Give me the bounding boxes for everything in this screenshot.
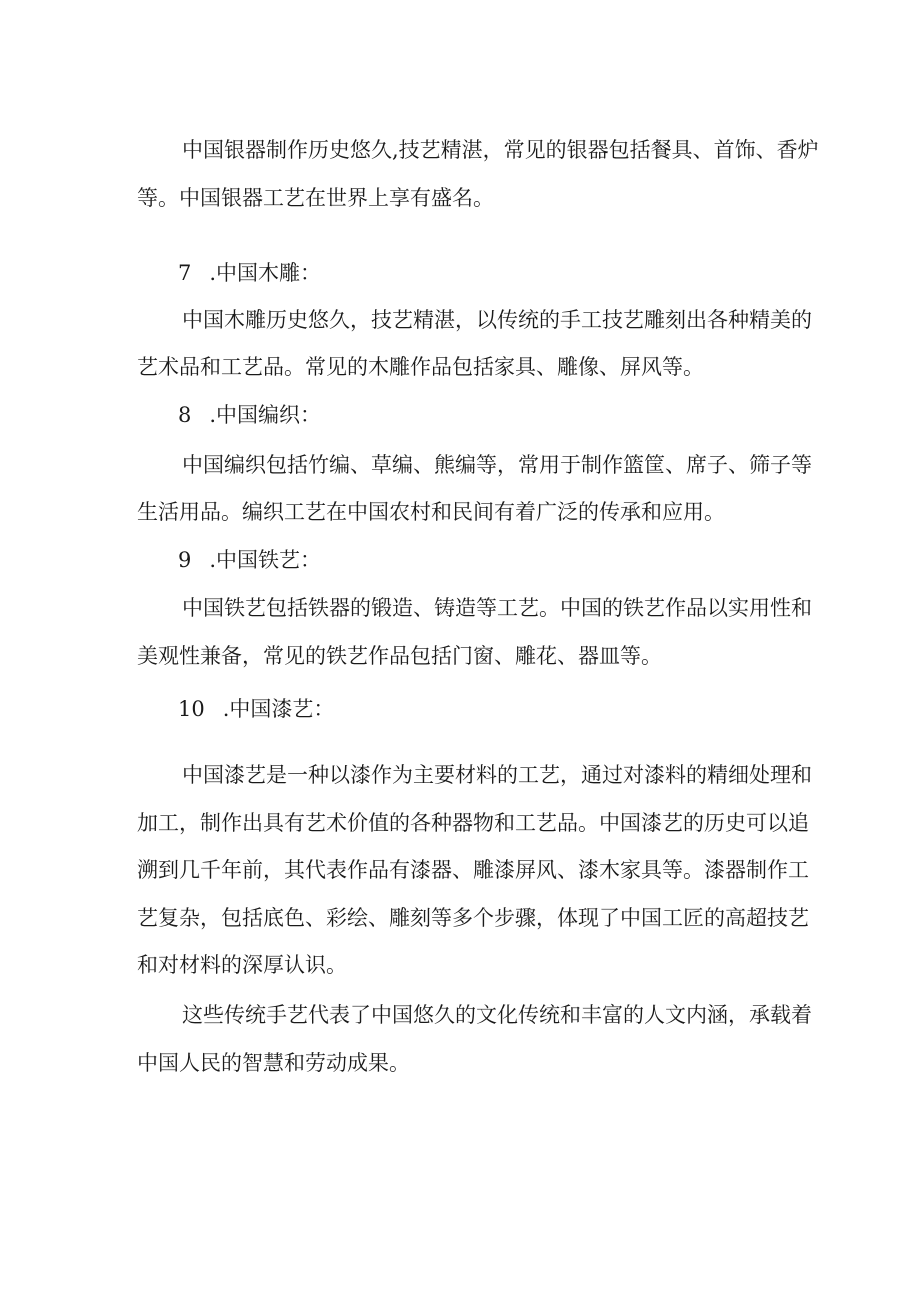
lacquer-line-5: 和对材料的深厚认识。	[137, 953, 347, 977]
section-number: 10	[178, 697, 205, 721]
silver-paragraph-line-1: 中国银器制作历史悠久,技艺精湛，常见的银器包括餐具、首饰、香炉	[182, 138, 819, 162]
section-heading-wood-carving	[178, 258, 321, 288]
section-number: 8	[178, 403, 192, 427]
section-title: .中国漆艺：	[222, 697, 335, 721]
wood-carving-line-1: 中国木雕历史悠久，技艺精湛，以传统的手工技艺雕刻出各种精美的	[182, 308, 812, 332]
weaving-line-1: 中国编织包括竹编、草编、熊编等，常用于制作篮筐、席子、筛子等	[182, 453, 812, 477]
section-number: 9	[178, 548, 192, 572]
section-heading-ironwork	[178, 545, 321, 575]
silver-paragraph-line-2: 等。中国银器工艺在世界上享有盛名。	[137, 186, 494, 210]
weaving-line-2: 生活用品。编织工艺在中国农村和民间有着广泛的传承和应用。	[137, 500, 725, 524]
lacquer-line-3: 溯到几千年前，其代表作品有漆器、雕漆屏风、漆木家具等。漆器制作工	[137, 858, 809, 882]
section-title: .中国铁艺：	[209, 548, 322, 572]
conclusion-line-1: 这些传统手艺代表了中国悠久的文化传统和丰富的人文内涵，承载着	[182, 1003, 812, 1027]
lacquer-line-1: 中国漆艺是一种以漆作为主要材料的工艺，通过对漆料的精细处理和	[182, 763, 812, 787]
section-heading-weaving	[178, 400, 321, 430]
section-title: .中国编织：	[209, 403, 322, 427]
wood-carving-line-2: 艺术品和工艺品。常见的木雕作品包括家具、雕像、屏风等。	[137, 355, 704, 379]
section-title: .中国木雕：	[209, 261, 322, 285]
ironwork-line-2: 美观性兼备，常见的铁艺作品包括门窗、雕花、器皿等。	[137, 644, 662, 668]
ironwork-line-1: 中国铁艺包括铁器的锻造、铸造等工艺。中国的铁艺作品以实用性和	[182, 596, 812, 620]
section-heading-lacquer	[178, 694, 334, 724]
lacquer-line-4: 艺复杂，包括底色、彩绘、雕刻等多个步骤，体现了中国工匠的高超技艺	[137, 906, 809, 930]
lacquer-line-2: 加工，制作出具有艺术价值的各种器物和工艺品。中国漆艺的历史可以追	[137, 811, 809, 835]
conclusion-line-2: 中国人民的智慧和劳动成果。	[137, 1051, 410, 1075]
section-number: 7	[178, 261, 192, 285]
